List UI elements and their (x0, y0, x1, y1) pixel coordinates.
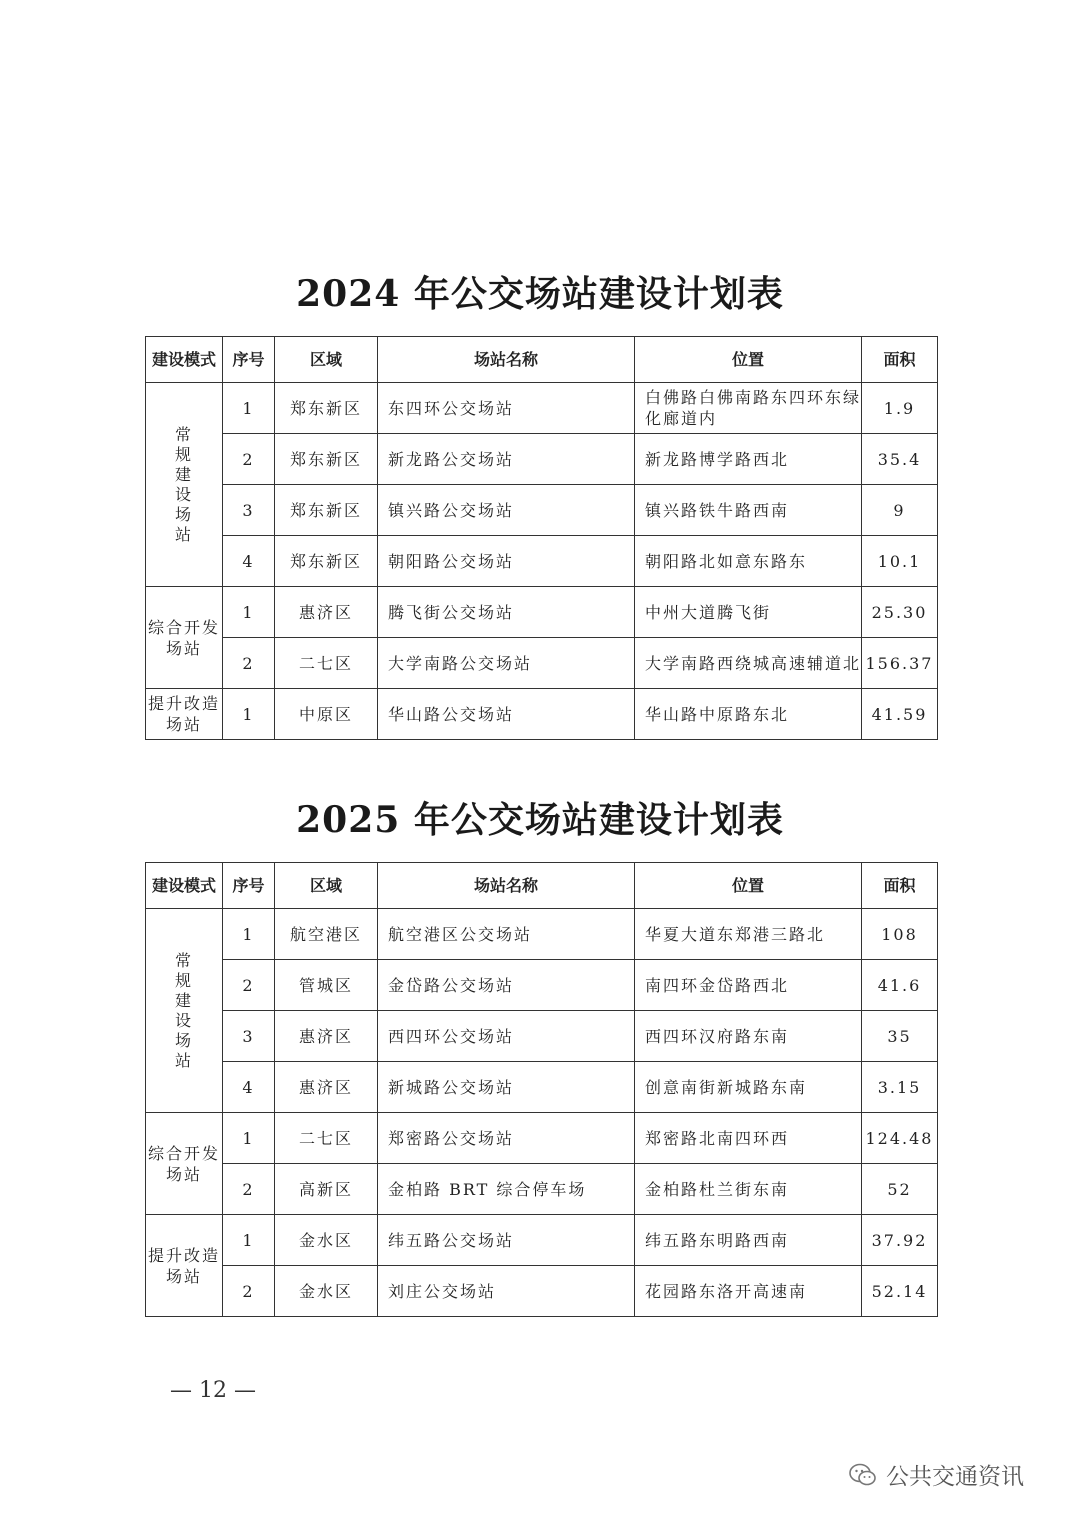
table-row (146, 1062, 938, 1113)
table-row (146, 536, 938, 587)
station-name: 金岱路公交场站 (378, 960, 635, 1011)
location-cell: 西四环汉府路东南 (635, 1011, 862, 1062)
column-header: 场站名称 (378, 863, 635, 909)
area-cell: 124.48 (862, 1113, 938, 1164)
district-cell: 惠济区 (275, 1011, 378, 1062)
area-cell: 52.14 (862, 1266, 938, 1317)
table-row (146, 1215, 938, 1266)
station-name: 华山路公交场站 (378, 689, 635, 740)
row-number: 2 (223, 434, 275, 485)
district-cell: 金水区 (275, 1215, 378, 1266)
district-cell: 二七区 (275, 638, 378, 689)
mode-cell: 提升改造场站 (146, 1215, 223, 1317)
row-number: 2 (223, 960, 275, 1011)
table-title-2025: 2025 年公交场站建设计划表 (296, 799, 784, 841)
row-number: 3 (223, 1011, 275, 1062)
mode-cell: 综合开发场站 (146, 587, 223, 689)
district-cell: 郑东新区 (275, 485, 378, 536)
location-cell: 新龙路博学路西北 (635, 434, 862, 485)
column-header: 序号 (223, 863, 275, 909)
watermark-text: 公共交通资讯 (886, 1464, 1024, 1490)
row-number: 1 (223, 383, 275, 434)
header-row (146, 863, 938, 909)
area-cell: 25.30 (862, 587, 938, 638)
column-header: 序号 (223, 337, 275, 383)
mode-cell: 综合开发场站 (146, 1113, 223, 1215)
location-cell: 大学南路西绕城高速辅道北 (635, 638, 862, 689)
row-number: 4 (223, 536, 275, 587)
row-number: 1 (223, 1113, 275, 1164)
column-header: 建设模式 (146, 863, 223, 909)
area-cell: 52 (862, 1164, 938, 1215)
location-cell: 白佛路白佛南路东四环东绿化廊道内 (635, 383, 862, 434)
district-cell: 郑东新区 (275, 383, 378, 434)
table-row (146, 1113, 938, 1164)
area-cell: 156.37 (862, 638, 938, 689)
mode-cell: 提升改造场站 (146, 689, 223, 740)
station-name: 郑密路公交场站 (378, 1113, 635, 1164)
mode-cell: 常规建设场站 (146, 909, 223, 1113)
area-cell: 37.92 (862, 1215, 938, 1266)
table-row (146, 383, 938, 434)
column-header: 场站名称 (378, 337, 635, 383)
row-number: 3 (223, 485, 275, 536)
station-name: 西四环公交场站 (378, 1011, 635, 1062)
area-cell: 41.6 (862, 960, 938, 1011)
location-cell: 中州大道腾飞街 (635, 587, 862, 638)
area-cell: 10.1 (862, 536, 938, 587)
area-cell: 3.15 (862, 1062, 938, 1113)
station-name: 刘庄公交场站 (378, 1266, 635, 1317)
row-number: 1 (223, 587, 275, 638)
plan-table-2024 (145, 336, 938, 740)
location-cell: 华山路中原路东北 (635, 689, 862, 740)
column-header: 面积 (862, 337, 938, 383)
area-cell: 9 (862, 485, 938, 536)
column-header: 位置 (635, 337, 862, 383)
page-number: — 12 — (170, 1378, 256, 1403)
location-cell: 郑密路北南四环西 (635, 1113, 862, 1164)
row-number: 2 (223, 638, 275, 689)
district-cell: 郑东新区 (275, 434, 378, 485)
header-row (146, 337, 938, 383)
district-cell: 航空港区 (275, 909, 378, 960)
wechat-icon (848, 1462, 878, 1488)
station-name: 航空港区公交场站 (378, 909, 635, 960)
station-name: 大学南路公交场站 (378, 638, 635, 689)
station-name: 朝阳路公交场站 (378, 536, 635, 587)
table-row (146, 587, 938, 638)
station-name: 纬五路公交场站 (378, 1215, 635, 1266)
row-number: 1 (223, 689, 275, 740)
column-header: 区域 (275, 863, 378, 909)
table-row (146, 434, 938, 485)
watermark (848, 1458, 1024, 1491)
station-name: 腾飞街公交场站 (378, 587, 635, 638)
row-number: 1 (223, 1215, 275, 1266)
table-row (146, 960, 938, 1011)
district-cell: 惠济区 (275, 1062, 378, 1113)
location-cell: 朝阳路北如意东路东 (635, 536, 862, 587)
district-cell: 惠济区 (275, 587, 378, 638)
area-cell: 1.9 (862, 383, 938, 434)
district-cell: 管城区 (275, 960, 378, 1011)
plan-table-2025 (145, 862, 938, 1317)
station-name: 镇兴路公交场站 (378, 485, 635, 536)
location-cell: 金柏路杜兰街东南 (635, 1164, 862, 1215)
row-number: 2 (223, 1266, 275, 1317)
mode-cell: 常规建设场站 (146, 383, 223, 587)
table-row (146, 689, 938, 740)
district-cell: 郑东新区 (275, 536, 378, 587)
column-header: 位置 (635, 863, 862, 909)
row-number: 1 (223, 909, 275, 960)
table-row (146, 485, 938, 536)
location-cell: 创意南街新城路东南 (635, 1062, 862, 1113)
district-cell: 高新区 (275, 1164, 378, 1215)
column-header: 区域 (275, 337, 378, 383)
district-cell: 二七区 (275, 1113, 378, 1164)
column-header: 面积 (862, 863, 938, 909)
location-cell: 纬五路东明路西南 (635, 1215, 862, 1266)
table-title-2024: 2024 年公交场站建设计划表 (296, 273, 784, 315)
area-cell: 35.4 (862, 434, 938, 485)
district-cell: 金水区 (275, 1266, 378, 1317)
district-cell: 中原区 (275, 689, 378, 740)
table-row (146, 1266, 938, 1317)
table-row (146, 909, 938, 960)
area-cell: 35 (862, 1011, 938, 1062)
station-name: 东四环公交场站 (378, 383, 635, 434)
station-name: 新城路公交场站 (378, 1062, 635, 1113)
location-cell: 南四环金岱路西北 (635, 960, 862, 1011)
table-row (146, 1011, 938, 1062)
area-cell: 41.59 (862, 689, 938, 740)
location-cell: 华夏大道东郑港三路北 (635, 909, 862, 960)
location-cell: 花园路东洛开高速南 (635, 1266, 862, 1317)
station-name: 金柏路 BRT 综合停车场 (378, 1164, 635, 1215)
station-name: 新龙路公交场站 (378, 434, 635, 485)
table-row (146, 638, 938, 689)
location-cell: 镇兴路铁牛路西南 (635, 485, 862, 536)
row-number: 4 (223, 1062, 275, 1113)
table-row (146, 1164, 938, 1215)
area-cell: 108 (862, 909, 938, 960)
row-number: 2 (223, 1164, 275, 1215)
column-header: 建设模式 (146, 337, 223, 383)
